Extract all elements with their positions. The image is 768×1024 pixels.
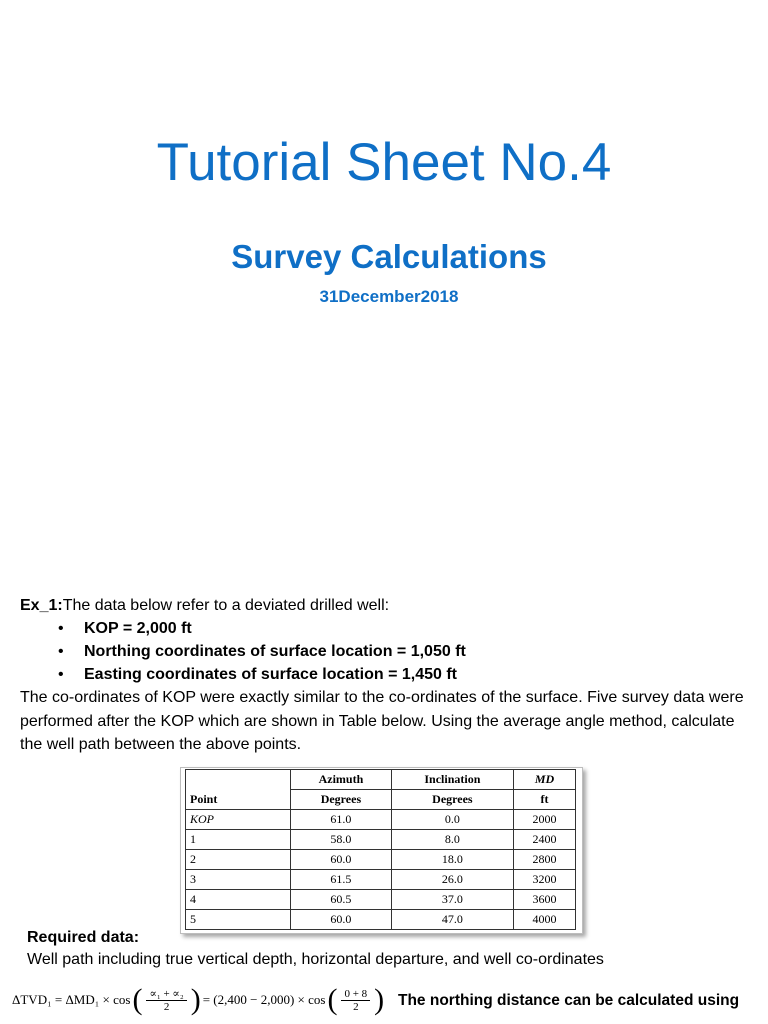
table-header-cell: ft — [513, 790, 575, 810]
right-paren-icon: ) — [190, 983, 201, 1016]
table-cell: 3 — [186, 870, 291, 890]
tvd-formula — [12, 983, 384, 1017]
date-label: 31December2018 — [319, 287, 459, 306]
table-cell: 61.5 — [291, 870, 392, 890]
table-cell: 60.0 — [291, 910, 392, 930]
table-cell: 5 — [186, 910, 291, 930]
left-paren-icon: ( — [132, 983, 143, 1016]
right-paren-icon: ) — [374, 983, 385, 1016]
table-row — [186, 850, 576, 870]
table-cell: 18.0 — [391, 850, 513, 870]
fraction-numerator: ∝₁ + ∝₂ — [146, 987, 186, 1001]
table-header-cell: Degrees — [291, 790, 392, 810]
table-header-cell: Point — [186, 790, 291, 810]
table-row — [186, 830, 576, 850]
problem-paragraph: The co-ordinates of KOP were exactly similar to the co-ordinates of the surface. Five survey data were performed after the KOP which are shown in Table below. Using the average angle method, calculate the well path between the above points. — [20, 689, 744, 753]
table-cell: KOP — [186, 810, 291, 830]
table-header-cell: Degrees — [391, 790, 513, 810]
list-item — [56, 617, 466, 640]
exercise-intro — [20, 595, 389, 617]
required-data-heading: Required data: — [27, 929, 140, 946]
table-cell: 60.0 — [291, 850, 392, 870]
table-cell: 8.0 — [391, 830, 513, 850]
table-cell: 58.0 — [291, 830, 392, 850]
northing-note: The northing distance can be calculated using — [398, 992, 740, 1009]
table-header-cell — [186, 770, 291, 790]
table-cell: 60.5 — [291, 890, 392, 910]
table-cell: 47.0 — [391, 910, 513, 930]
exercise-intro-text: The data below refer to a deviated drilled well: — [62, 597, 390, 614]
table-cell: 37.0 — [391, 890, 513, 910]
table-header-cell: Azimuth — [291, 770, 392, 790]
fraction-denominator: 2 — [353, 1000, 359, 1013]
formula-fraction — [146, 987, 186, 1013]
bullet-icon: • — [58, 643, 64, 660]
exercise-label: Ex_1: — [20, 597, 63, 614]
left-paren-icon: ( — [327, 983, 338, 1016]
bullet-icon: • — [58, 620, 64, 637]
bullet-icon: • — [58, 666, 64, 683]
table-header-row — [186, 770, 576, 790]
given-data-list — [56, 617, 466, 686]
table-row — [186, 910, 576, 930]
formula-fraction — [341, 988, 370, 1013]
table-cell: 4000 — [513, 910, 575, 930]
list-item — [56, 640, 466, 663]
required-data-text: Well path including true vertical depth, horizontal departure, and well co-ordinates — [27, 951, 604, 968]
table-cell: 2400 — [513, 830, 575, 850]
table-row — [186, 810, 576, 830]
table-cell: 61.0 — [291, 810, 392, 830]
table-cell: 3600 — [513, 890, 575, 910]
table-cell: 3200 — [513, 870, 575, 890]
formula-middle: = (2,400 − 2,000) × cos — [202, 992, 326, 1007]
list-item-text: Northing coordinates of surface location = 1,050 ft — [84, 643, 466, 660]
table-header-cell: MD — [513, 770, 575, 790]
table-header-row — [186, 790, 576, 810]
table-cell: 4 — [186, 890, 291, 910]
table-cell: 2800 — [513, 850, 575, 870]
fraction-denominator: 2 — [163, 1001, 170, 1013]
table-row — [186, 890, 576, 910]
formula-lhs: ΔTVD₁ = ΔMD₁ × cos — [12, 992, 131, 1007]
table-row — [186, 870, 576, 890]
table-cell: 1 — [186, 830, 291, 850]
table-header-cell: Inclination — [391, 770, 513, 790]
page-title: Tutorial Sheet No.4 — [156, 133, 612, 192]
page-subtitle: Survey Calculations — [231, 238, 547, 275]
survey-table-container — [180, 767, 583, 934]
list-item-text: Easting coordinates of surface location = 1,450 ft — [84, 666, 457, 683]
list-item-text: KOP = 2,000 ft — [84, 620, 192, 637]
fraction-numerator: 0 + 8 — [341, 988, 370, 1001]
survey-table — [185, 769, 576, 930]
table-cell: 26.0 — [391, 870, 513, 890]
table-cell: 0.0 — [391, 810, 513, 830]
table-cell: 2 — [186, 850, 291, 870]
table-cell: 2000 — [513, 810, 575, 830]
list-item — [56, 663, 466, 686]
